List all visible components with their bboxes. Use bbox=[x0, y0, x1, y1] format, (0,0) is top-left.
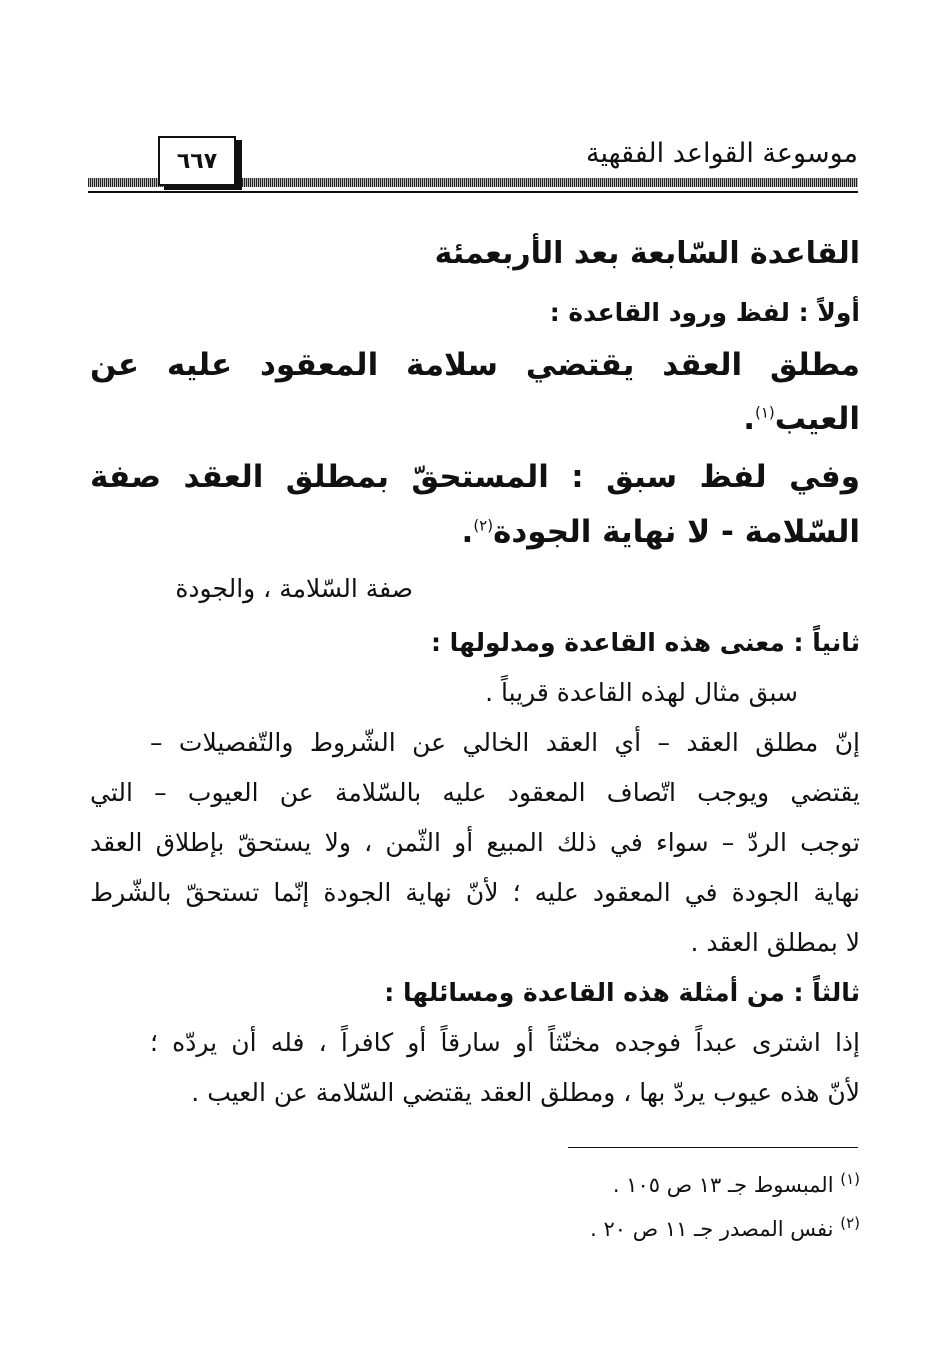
section-heading-meaning: ثانياً : معنى هذه القاعدة ومدلولها : bbox=[430, 628, 860, 657]
header-rule-line bbox=[88, 191, 858, 193]
paragraph-1: سبق مثال لهذه القاعدة قريباً . bbox=[485, 678, 798, 707]
alt-wording-line-1: وفي لفظ سبق : المستحقّ بمطلق العقد صفة bbox=[90, 459, 860, 495]
running-header-title: موسوعة القواعد الفقهية bbox=[586, 138, 858, 169]
paragraph-3-line-2: لأنّ هذه عيوب يردّ بها ، ومطلق العقد يقتضي السّلامة عن العيب . bbox=[191, 1078, 860, 1107]
rule-text-line-1: مطلق العقد يقتضي سلامة المعقود عليه عن bbox=[90, 347, 860, 383]
rule-text-line-2-body: العيب bbox=[774, 401, 860, 437]
footnote-1-marker: (١) bbox=[840, 1170, 860, 1188]
paragraph-2-line-3: توجب الردّ – سواء في ذلك المبيع أو الثّمن ، ولا يستحقّ بإطلاق العقد bbox=[90, 828, 860, 857]
footnote-ref-1[interactable]: (١) bbox=[754, 403, 775, 422]
alt-wording-line-2-body: السّلامة - لا نهاية الجودة bbox=[493, 514, 860, 550]
alt-wording-line-3: صفة السّلامة ، والجودة bbox=[175, 574, 413, 603]
alt-wording-line-2-end: . bbox=[461, 514, 474, 550]
alt-wording-line-2 bbox=[90, 514, 860, 550]
page-number-box bbox=[158, 136, 236, 186]
footnote-2-text: نفس المصدر جـ ١١ ص ٢٠ . bbox=[590, 1217, 834, 1241]
paragraph-2-line-2: يقتضي ويوجب اتّصاف المعقود عليه بالسّلامة عن العيوب – التي bbox=[90, 778, 860, 807]
paragraph-3-line-1: إذا اشترى عبداً فوجده مخنّثاً أو سارقاً أو كافراً ، فله أن يردّه ؛ bbox=[150, 1028, 860, 1057]
paragraph-2-line-1: إنّ مطلق العقد – أي العقد الخالي عن الشّروط والتّفصيلات – bbox=[150, 728, 860, 757]
section-heading-examples: ثالثاً : من أمثلة هذه القاعدة ومسائلها : bbox=[384, 978, 860, 1007]
footnote-2-marker: (٢) bbox=[840, 1214, 860, 1232]
rule-text-line-2 bbox=[90, 401, 860, 437]
footnote-1 bbox=[613, 1170, 860, 1197]
rule-text-line-2-end: . bbox=[743, 401, 755, 437]
paragraph-2-line-5: لا بمطلق العقد . bbox=[690, 928, 860, 957]
footnote-2 bbox=[590, 1214, 860, 1241]
paragraph-2-line-4: نهاية الجودة في المعقود عليه ؛ لأنّ نهاية الجودة إنّما تستحقّ بالشّرط bbox=[90, 878, 860, 907]
footnote-separator bbox=[568, 1147, 858, 1148]
page-number: ٦٦٧ bbox=[176, 148, 218, 174]
section-heading-wording: أولاً : لفظ ورود القاعدة : bbox=[549, 298, 860, 327]
rule-title: القاعدة السّابعة بعد الأربعمئة bbox=[434, 236, 860, 271]
footnote-1-text: المبسوط جـ ١٣ ص ١٠٥ . bbox=[612, 1173, 834, 1197]
footnote-ref-2[interactable]: (٢) bbox=[473, 516, 494, 535]
